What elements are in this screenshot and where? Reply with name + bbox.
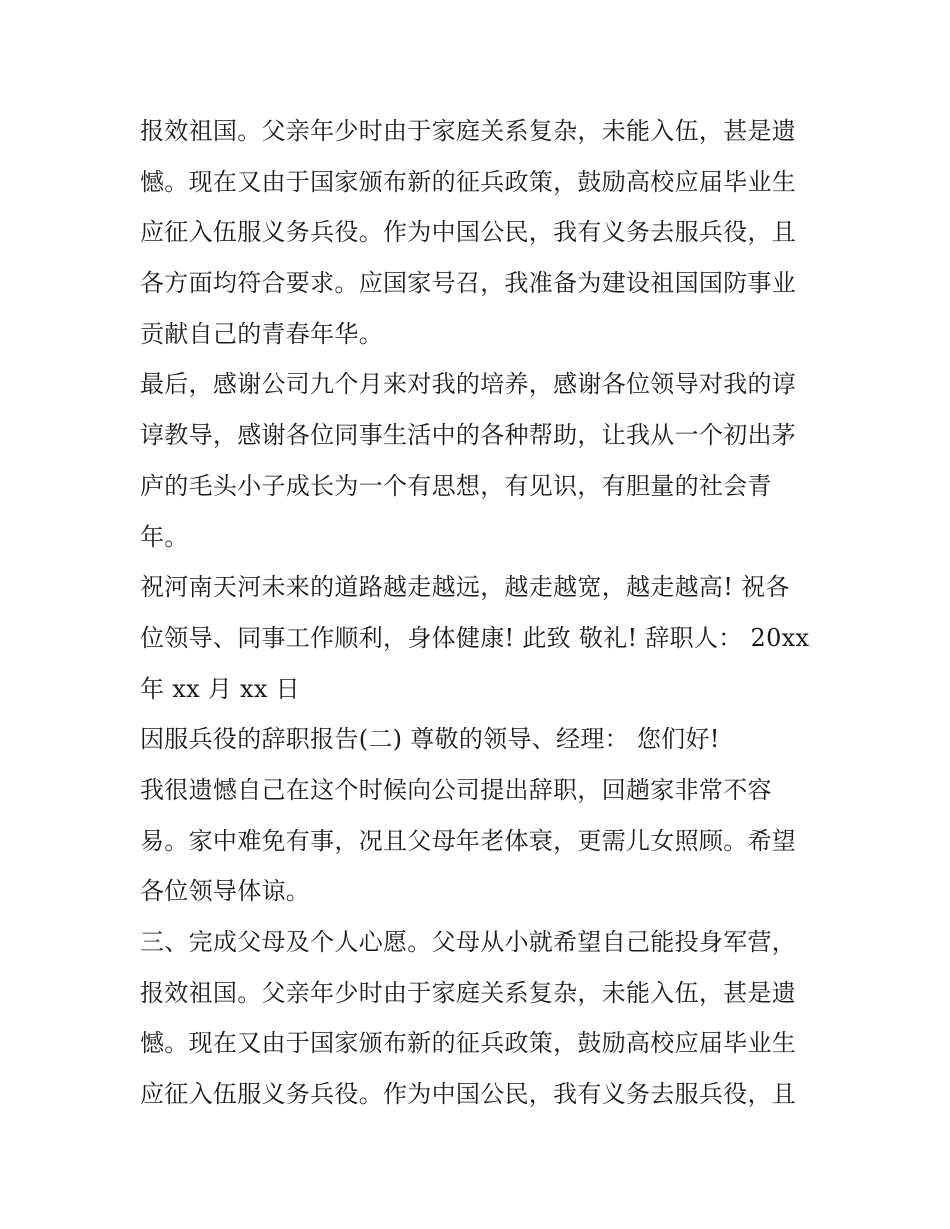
text-line: 报效祖国。父亲年少时由于家庭关系复杂，未能入伍，甚是遗 — [140, 117, 797, 145]
text-line: 憾。现在又由于国家颁布新的征兵政策，鼓励高校应届毕业生 — [140, 1029, 797, 1058]
text-line: 最后，感谢公司九个月来对我的培养，感谢各位领导对我的谆 — [140, 370, 797, 399]
text-line: 位领导、同事工作顺利，身体健康! 此致 敬礼! 辞职人： 20xx — [140, 623, 810, 652]
text-line: 各位领导体谅。 — [140, 877, 311, 906]
text-line: 报效祖国。父亲年少时由于家庭关系复杂，未能入伍，甚是遗 — [140, 978, 797, 1007]
text-line: 憾。现在又由于国家颁布新的征兵政策，鼓励高校应届毕业生 — [140, 167, 797, 196]
text-line: 谆教导，感谢各位同事生活中的各种帮助，让我从一个初出茅 — [140, 421, 797, 450]
text-line: 年 xx 月 xx 日 — [140, 674, 300, 703]
text-line: 年。 — [140, 522, 189, 551]
text-line: 因服兵役的辞职报告(二) 尊敬的领导、经理： 您们好! — [140, 725, 720, 754]
text-line: 各方面均符合要求。应国家号召，我准备为建设祖国国防事业 — [140, 269, 797, 298]
document-page — [140, 106, 815, 1120]
text-line: 三、完成父母及个人心愿。父母从小就希望自己能投身军营， — [140, 928, 797, 956]
text-line: 庐的毛头小子成长为一个有思想，有见识，有胆量的社会青 — [140, 471, 772, 500]
text-line: 应征入伍服义务兵役。作为中国公民，我有义务去服兵役，且 — [140, 218, 797, 247]
text-line: 应征入伍服义务兵役。作为中国公民，我有义务去服兵役，且 — [140, 1080, 797, 1109]
text-line: 易。家中难免有事，况且父母年老体衰，更需儿女照顾。希望 — [140, 826, 797, 855]
text-line: 祝河南天河未来的道路越走越远，越走越宽，越走越高! 祝各 — [140, 573, 790, 602]
text-line: 我很遗憾自己在这个时候向公司提出辞职，回趟家非常不容 — [140, 775, 772, 804]
text-line: 贡献自己的青春年华。 — [140, 319, 383, 348]
